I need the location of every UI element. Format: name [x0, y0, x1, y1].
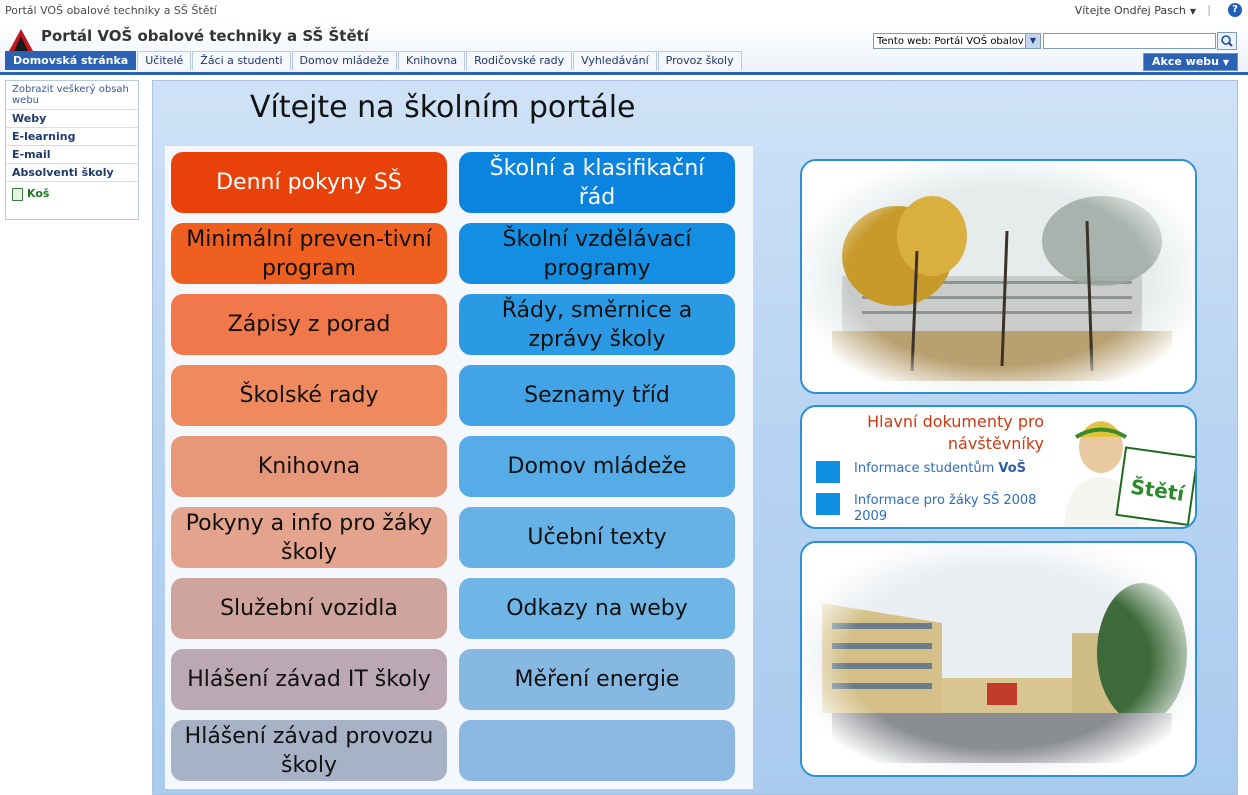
main-documents-panel	[800, 405, 1197, 529]
school-photo-image	[802, 543, 1195, 775]
chevron-down-icon: ▼	[1025, 34, 1040, 48]
search-button[interactable]	[1217, 32, 1237, 50]
search-scope-value: Tento web: Portál VOŠ obalov	[877, 36, 1024, 47]
nav-tab[interactable]: Žáci a studenti	[192, 51, 290, 70]
search-icon	[1218, 33, 1236, 49]
tile-link[interactable]: Hlášení závad provozu školy	[171, 720, 447, 781]
quick-launch	[5, 80, 139, 220]
nav-tab[interactable]: Vyhledávání	[573, 51, 657, 70]
site-title[interactable]: Portál VOŠ obalové techniky a SŠ Štětí	[41, 27, 369, 45]
tile-link[interactable]: Školské rady	[171, 365, 447, 426]
docs-title: Hlavní dokumenty pro návštěvníky	[867, 412, 1044, 453]
quick-launch-item[interactable]: E-mail	[6, 146, 138, 164]
search-scope-select[interactable]	[873, 33, 1041, 49]
recycle-bin-link[interactable]	[6, 182, 138, 206]
park-photo-image	[802, 161, 1195, 392]
welcome-menu[interactable]	[1075, 4, 1196, 17]
tile-link[interactable]: Knihovna	[171, 436, 447, 497]
recycle-bin-icon	[12, 188, 23, 201]
tile-link[interactable]: Minimální preven-tivní program	[171, 223, 447, 284]
tile-link[interactable]: Služební vozidla	[171, 578, 447, 639]
nav-tab[interactable]: Knihovna	[398, 51, 465, 70]
square-bullet-icon	[816, 461, 840, 483]
tile-link[interactable]	[459, 720, 735, 781]
tile-link[interactable]: Pokyny a info pro žáky školy	[171, 507, 447, 568]
chevron-down-icon: ▼	[1222, 58, 1229, 67]
doc-link-students[interactable]	[816, 461, 1064, 483]
nav-tab[interactable]: Domovská stránka	[5, 51, 136, 70]
tile-link[interactable]: Učební texty	[459, 507, 735, 568]
tile-link[interactable]: Odkazy na weby	[459, 578, 735, 639]
mascot-image	[1056, 407, 1196, 527]
photo-school	[800, 541, 1197, 777]
view-all-content-link[interactable]: Zobrazit veškerý obsah webu	[6, 81, 138, 110]
site-crumb[interactable]: Portál VOŠ obalové techniky a SŠ Štětí	[5, 4, 217, 17]
doc-link-students-text: Informace studentům	[854, 461, 999, 476]
header	[0, 22, 1248, 75]
welcome-label: Vítejte Ondřej Pasch	[1074, 4, 1186, 17]
tile-link[interactable]: Měření energie	[459, 649, 735, 710]
page-title: Vítejte na školním portále	[250, 90, 636, 125]
site-actions-button[interactable]	[1143, 53, 1238, 71]
nav-tab[interactable]: Domov mládeže	[292, 51, 397, 70]
top-bar	[0, 0, 1248, 23]
separator: |	[1207, 3, 1211, 16]
nav-tab[interactable]: Rodičovské rady	[466, 51, 572, 70]
photo-park	[800, 159, 1197, 394]
tile-link[interactable]: Hlášení závad IT školy	[171, 649, 447, 710]
doc-link-students-strong: VoŠ	[998, 461, 1027, 476]
doc-link-pupils[interactable]	[816, 493, 1064, 525]
nav-tab[interactable]: Provoz školy	[658, 51, 742, 70]
doc-link-pupils-text: Informace pro žáky SŠ 2008 2009	[854, 493, 1037, 524]
mascot-sign: Štětí	[1129, 474, 1186, 506]
tile-link[interactable]: Školní vzdělávací programy	[459, 223, 735, 284]
site-actions-label: Akce webu	[1152, 55, 1219, 68]
school-logo-icon[interactable]	[8, 28, 34, 52]
quick-launch-item[interactable]: Weby	[6, 110, 138, 128]
nav-tab[interactable]: Učitelé	[137, 51, 191, 70]
tile-link[interactable]: Domov mládeže	[459, 436, 735, 497]
recycle-bin-label: Koš	[27, 187, 50, 200]
tile-link[interactable]: Řády, směrnice a zprávy školy	[459, 294, 735, 355]
quick-launch-items	[6, 110, 138, 182]
help-icon[interactable]: ?	[1228, 3, 1242, 17]
square-bullet-icon	[816, 493, 840, 515]
quick-launch-item[interactable]: Absolventi školy	[6, 164, 138, 182]
tile-link[interactable]: Denní pokyny SŠ	[171, 152, 447, 213]
top-nav	[5, 51, 743, 70]
chevron-down-icon: ▼	[1189, 7, 1196, 16]
search-input[interactable]	[1043, 33, 1216, 49]
tile-link[interactable]: Zápisy z porad	[171, 294, 447, 355]
quick-launch-item[interactable]: E-learning	[6, 128, 138, 146]
tile-link[interactable]: Seznamy tříd	[459, 365, 735, 426]
tile-link[interactable]: Školní a klasifikační řád	[459, 152, 735, 213]
tile-panel	[165, 146, 753, 789]
